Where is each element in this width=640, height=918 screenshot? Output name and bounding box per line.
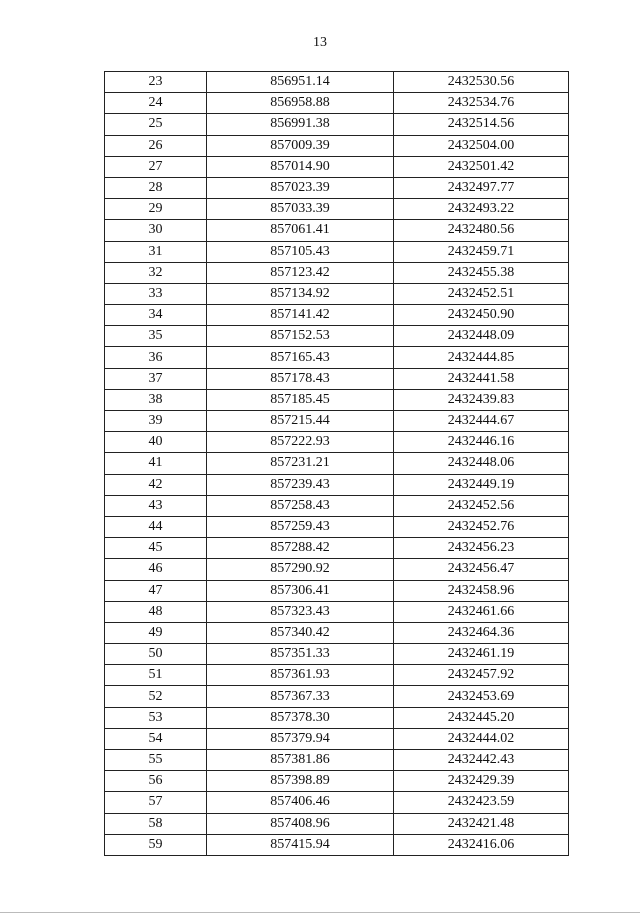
y-coordinate-cell: 2432423.59	[394, 792, 569, 813]
point-number-cell: 56	[105, 771, 207, 792]
table-row	[105, 665, 569, 686]
table-row	[105, 326, 569, 347]
y-coordinate-cell: 2432448.09	[394, 326, 569, 347]
y-coordinate-cell: 2432504.00	[394, 135, 569, 156]
table-row	[105, 601, 569, 622]
y-coordinate-cell: 2432459.71	[394, 241, 569, 262]
point-number-cell: 47	[105, 580, 207, 601]
y-coordinate-cell: 2432448.06	[394, 453, 569, 474]
y-coordinate-cell: 2432461.19	[394, 644, 569, 665]
point-number-cell: 40	[105, 432, 207, 453]
y-coordinate-cell: 2432429.39	[394, 771, 569, 792]
table-row	[105, 644, 569, 665]
x-coordinate-cell: 857258.43	[207, 495, 394, 516]
table-row	[105, 114, 569, 135]
point-number-cell: 30	[105, 220, 207, 241]
page-bottom-edge	[0, 912, 640, 913]
table-row	[105, 135, 569, 156]
table-row	[105, 686, 569, 707]
y-coordinate-cell: 2432416.06	[394, 834, 569, 855]
x-coordinate-cell: 857288.42	[207, 538, 394, 559]
y-coordinate-cell: 2432444.02	[394, 728, 569, 749]
table-row	[105, 411, 569, 432]
y-coordinate-cell: 2432444.85	[394, 347, 569, 368]
x-coordinate-cell: 857231.21	[207, 453, 394, 474]
x-coordinate-cell: 857406.46	[207, 792, 394, 813]
y-coordinate-cell: 2432501.42	[394, 156, 569, 177]
point-number-cell: 49	[105, 622, 207, 643]
point-number-cell: 42	[105, 474, 207, 495]
x-coordinate-cell: 857215.44	[207, 411, 394, 432]
y-coordinate-cell: 2432452.76	[394, 516, 569, 537]
point-number-cell: 58	[105, 813, 207, 834]
point-number-cell: 43	[105, 495, 207, 516]
point-number-cell: 34	[105, 305, 207, 326]
point-number-cell: 36	[105, 347, 207, 368]
table-row	[105, 453, 569, 474]
x-coordinate-cell: 857378.30	[207, 707, 394, 728]
x-coordinate-cell: 857165.43	[207, 347, 394, 368]
point-number-cell: 52	[105, 686, 207, 707]
x-coordinate-cell: 857367.33	[207, 686, 394, 707]
y-coordinate-cell: 2432444.67	[394, 411, 569, 432]
y-coordinate-cell: 2432497.77	[394, 177, 569, 198]
table-row	[105, 750, 569, 771]
x-coordinate-cell: 857306.41	[207, 580, 394, 601]
table-row	[105, 220, 569, 241]
x-coordinate-cell: 857361.93	[207, 665, 394, 686]
point-number-cell: 26	[105, 135, 207, 156]
point-number-cell: 55	[105, 750, 207, 771]
table-row	[105, 72, 569, 93]
y-coordinate-cell: 2432480.56	[394, 220, 569, 241]
point-number-cell: 29	[105, 199, 207, 220]
table-row	[105, 834, 569, 855]
y-coordinate-cell: 2432453.69	[394, 686, 569, 707]
point-number-cell: 37	[105, 368, 207, 389]
x-coordinate-cell: 857398.89	[207, 771, 394, 792]
x-coordinate-cell: 857379.94	[207, 728, 394, 749]
y-coordinate-cell: 2432442.43	[394, 750, 569, 771]
table-row	[105, 347, 569, 368]
point-number-cell: 31	[105, 241, 207, 262]
x-coordinate-cell: 857222.93	[207, 432, 394, 453]
point-number-cell: 44	[105, 516, 207, 537]
x-coordinate-cell: 857185.45	[207, 389, 394, 410]
y-coordinate-cell: 2432461.66	[394, 601, 569, 622]
x-coordinate-cell: 857178.43	[207, 368, 394, 389]
y-coordinate-cell: 2432446.16	[394, 432, 569, 453]
x-coordinate-cell: 857239.43	[207, 474, 394, 495]
point-number-cell: 50	[105, 644, 207, 665]
point-number-cell: 46	[105, 559, 207, 580]
x-coordinate-cell: 857415.94	[207, 834, 394, 855]
point-number-cell: 38	[105, 389, 207, 410]
x-coordinate-cell: 857381.86	[207, 750, 394, 771]
table-row	[105, 771, 569, 792]
table-row	[105, 432, 569, 453]
table-row	[105, 813, 569, 834]
table-row	[105, 93, 569, 114]
point-number-cell: 24	[105, 93, 207, 114]
point-number-cell: 25	[105, 114, 207, 135]
x-coordinate-cell: 857061.41	[207, 220, 394, 241]
x-coordinate-cell: 857323.43	[207, 601, 394, 622]
x-coordinate-cell: 857009.39	[207, 135, 394, 156]
table-row	[105, 622, 569, 643]
table-row	[105, 199, 569, 220]
x-coordinate-cell: 857340.42	[207, 622, 394, 643]
y-coordinate-cell: 2432514.56	[394, 114, 569, 135]
table-row	[105, 241, 569, 262]
table-row	[105, 538, 569, 559]
coordinate-table	[104, 71, 569, 856]
point-number-cell: 54	[105, 728, 207, 749]
point-number-cell: 59	[105, 834, 207, 855]
x-coordinate-cell: 857134.92	[207, 283, 394, 304]
coordinate-table-body	[105, 72, 569, 856]
table-row	[105, 792, 569, 813]
x-coordinate-cell: 857351.33	[207, 644, 394, 665]
table-row	[105, 305, 569, 326]
y-coordinate-cell: 2432445.20	[394, 707, 569, 728]
y-coordinate-cell: 2432441.58	[394, 368, 569, 389]
x-coordinate-cell: 856958.88	[207, 93, 394, 114]
x-coordinate-cell: 857105.43	[207, 241, 394, 262]
table-row	[105, 262, 569, 283]
point-number-cell: 45	[105, 538, 207, 559]
y-coordinate-cell: 2432455.38	[394, 262, 569, 283]
point-number-cell: 41	[105, 453, 207, 474]
y-coordinate-cell: 2432457.92	[394, 665, 569, 686]
x-coordinate-cell: 857023.39	[207, 177, 394, 198]
table-row	[105, 474, 569, 495]
point-number-cell: 28	[105, 177, 207, 198]
y-coordinate-cell: 2432439.83	[394, 389, 569, 410]
x-coordinate-cell: 857152.53	[207, 326, 394, 347]
table-row	[105, 495, 569, 516]
point-number-cell: 48	[105, 601, 207, 622]
x-coordinate-cell: 857014.90	[207, 156, 394, 177]
y-coordinate-cell: 2432456.47	[394, 559, 569, 580]
y-coordinate-cell: 2432493.22	[394, 199, 569, 220]
table-row	[105, 368, 569, 389]
point-number-cell: 23	[105, 72, 207, 93]
table-row	[105, 728, 569, 749]
y-coordinate-cell: 2432458.96	[394, 580, 569, 601]
point-number-cell: 32	[105, 262, 207, 283]
table-row	[105, 177, 569, 198]
table-row	[105, 559, 569, 580]
table-row	[105, 389, 569, 410]
point-number-cell: 39	[105, 411, 207, 432]
point-number-cell: 57	[105, 792, 207, 813]
table-row	[105, 156, 569, 177]
y-coordinate-cell: 2432456.23	[394, 538, 569, 559]
table-row	[105, 707, 569, 728]
point-number-cell: 53	[105, 707, 207, 728]
y-coordinate-cell: 2432530.56	[394, 72, 569, 93]
x-coordinate-cell: 857141.42	[207, 305, 394, 326]
y-coordinate-cell: 2432464.36	[394, 622, 569, 643]
y-coordinate-cell: 2432452.56	[394, 495, 569, 516]
y-coordinate-cell: 2432449.19	[394, 474, 569, 495]
x-coordinate-cell: 856991.38	[207, 114, 394, 135]
x-coordinate-cell: 857290.92	[207, 559, 394, 580]
x-coordinate-cell: 857033.39	[207, 199, 394, 220]
x-coordinate-cell: 857408.96	[207, 813, 394, 834]
point-number-cell: 35	[105, 326, 207, 347]
y-coordinate-cell: 2432450.90	[394, 305, 569, 326]
x-coordinate-cell: 857123.42	[207, 262, 394, 283]
table-row	[105, 516, 569, 537]
y-coordinate-cell: 2432534.76	[394, 93, 569, 114]
x-coordinate-cell: 856951.14	[207, 72, 394, 93]
x-coordinate-cell: 857259.43	[207, 516, 394, 537]
page-number: 13	[313, 35, 327, 50]
table-row	[105, 283, 569, 304]
y-coordinate-cell: 2432421.48	[394, 813, 569, 834]
point-number-cell: 33	[105, 283, 207, 304]
table-row	[105, 580, 569, 601]
y-coordinate-cell: 2432452.51	[394, 283, 569, 304]
point-number-cell: 27	[105, 156, 207, 177]
point-number-cell: 51	[105, 665, 207, 686]
